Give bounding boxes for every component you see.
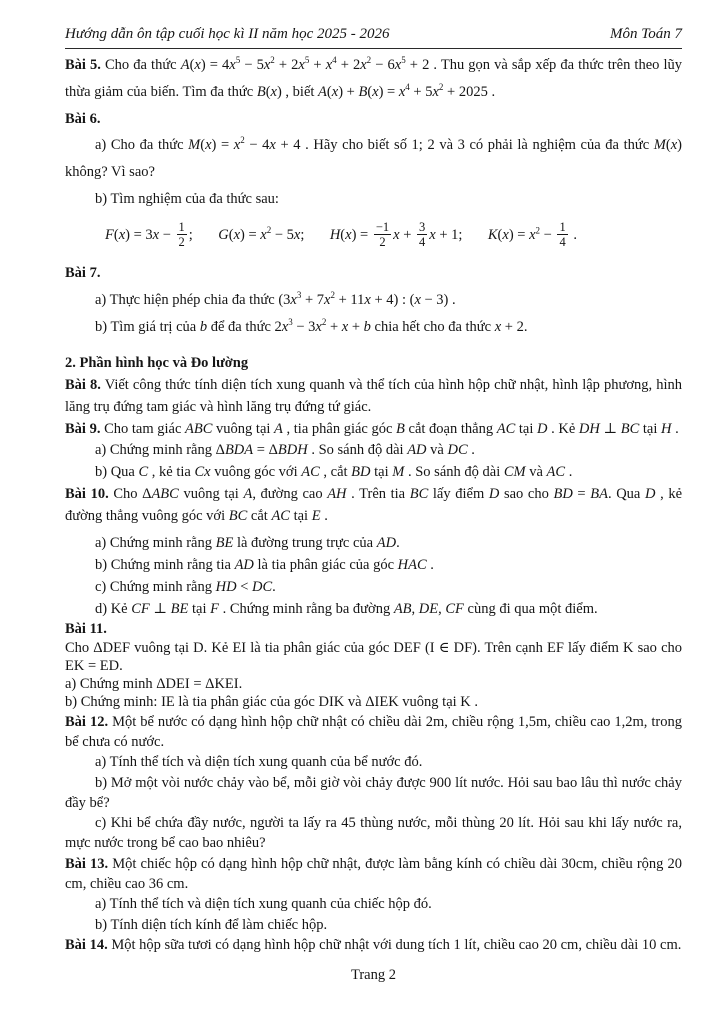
bai-13: Bài 13. Một chiếc hộp có dạng hình hộp chữ nhật, được làm bằng kính có chiều dài 30cm, chiều rộng 20 cm, chiều cao 36 cm. [65,855,682,893]
bai-10: Bài 10. Cho ΔABC vuông tại A, đường cao AH . Trên tia BC lấy điểm D sao cho BD = BA. Qua D , kẻ đường thẳng vuông góc với BC cắt AC tại E . [65,485,683,524]
bai-8-label-bold: Bài 8. [65,377,101,394]
document-body [65,52,682,955]
bai-10-item-d: d) Kẻ CF ⊥ BE tại F . Chứng minh rằng ba đường AB, DE, CF cùng đi qua một điểm. [95,600,598,617]
bai-14: Bài 14. Một hộp sữa tươi có dạng hình hộp chữ nhật với dung tích 1 lít, chiều cao 20 cm, chiều dài 10 cm. [65,936,682,953]
bai-6-label-label-bold: Bài 6. [65,110,101,127]
math-formula: H(x) = $\frac{-1}{2}$ x + $\frac{3}{4}$ x + 1; [329,220,463,250]
bai-12-item-c: c) Khi bể chứa đầy nước, người ta lấy ra 45 thùng nước, mỗi thùng 20 lít. Hỏi sau khi lấy nước ra, mực nước trong bể cao bao nhiêu? [65,815,682,852]
fraction: $\frac{-1}{2}$ [375,220,390,250]
bai-6-item-b: b) Tìm nghiệm của đa thức sau: [95,191,279,208]
section-2-heading-label-bold: 2. Phần hình học và Đo lường [65,355,249,372]
bai-9-item-b: b) Qua C , kẻ tia Cx vuông góc với AC , cắt BD tại M . So sánh độ dài CM và AC . [95,464,573,481]
bai-7-item-b: b) Tìm giá trị của b để đa thức $2x^3 - 3x^2 + x + b$ chia hết cho đa thức x + 2. [95,316,528,335]
bai-9-label-bold: Bài 9. [65,420,101,437]
math-formula: F(x) = 3x − $\frac{1}{2}$ ; [105,220,193,250]
bai-10-label-bold: Bài 10. [65,485,109,502]
bai-6-item-a: a) Cho đa thức $M(x) = x^2 - 4x + 4$ . Hãy cho biết số 1; 2 và 3 có phải là nghiệm của đa thức M(x) không? Vì sao? [65,135,683,181]
section-2-heading [65,353,682,375]
bai-11-intro: Cho ΔDEF vuông tại D. Kẻ EI là tia phân giác của góc DEF (I ∈ DF). Trên cạnh EF lấy điểm K sao cho EK = ED. [65,639,682,674]
bai-11-item-b: b) Chứng minh: IE là tia phân giác của góc DIK và ΔIEK vuông tại K . [65,694,479,711]
fraction: $\frac{3}{4}$ [419,220,426,250]
bai-7-item-a: a) Thực hiện phép chia đa thức $(3x^3 + 7x^2 + 11x + 4)$ : (x − 3) . [95,289,456,308]
header-subject: Môn Toán 7 [610,26,682,42]
bai-9-item-a: a) Chứng minh rằng ΔBDA = ΔBDH . So sánh độ dài AD và DC . [95,442,475,459]
bai-13-label-bold: Bài 13. [65,855,109,872]
bai-6-formula-row [65,215,682,257]
page-footer [65,965,682,985]
math-formula: $G(x) = x^2 - 5x$; [218,225,305,244]
bai-12-item-a: a) Tính thể tích và diện tích xung quanh của bể nước đó. [95,754,423,771]
bai-6-label [65,106,682,133]
page-number: Trang 2 [351,967,396,984]
bai-10-item-a: a) Chứng minh rằng BE là đường trung trực của AD. [95,535,400,552]
bai-12: Bài 12. Một bể nước có dạng hình hộp chữ nhật có chiều dài 2m, chiều rộng 1,5m, chiều cao 1,2m, trong bể chưa có nước. [65,713,683,750]
bai-7-label-label-bold: Bài 7. [65,264,101,281]
bai-7-label [65,260,682,287]
bai-11-label [65,620,682,638]
header-title: Hướng dẫn ôn tập cuối học kì II năm học 2025 - 2026 [65,26,390,42]
bai-14-label-bold: Bài 14. [65,936,108,953]
bai-5-label-bold: Bài 5. [65,57,101,73]
bai-5: Bài 5. Cho đa thức $A(x) = 4x^5 - 5x^2 + 2x^5 + x^4 + 2x^2 - 6x^5 + 2$ . Thu gọn và sắp xếp đa thức trên theo lũy thừa giảm của biến. Tìm đa thức B(x) , biết $A(x) + B(x) = x^4 + 5x^2 + 2025$ . [65,55,682,100]
fraction: $\frac{1}{2}$ [178,220,185,250]
bai-13-item-b: b) Tính diện tích kính để làm chiếc hộp. [95,916,328,933]
bai-8: Bài 8. Viết công thức tính diện tích xung quanh và thể tích của hình hộp chữ nhật, hình lập phương, hình lăng trụ đứng tam giác và hình lăng trụ đứng tứ giác. [65,377,682,415]
page-header [65,26,682,49]
bai-11-item-a: a) Chứng minh ΔDEI = ΔKEI. [65,676,243,693]
math-formula: $K(x) = x^2$ − $\frac{1}{4}$ . [487,220,577,250]
bai-9: Bài 9. Cho tam giác ABC vuông tại A , tia phân giác góc B cắt đoạn thẳng AC tại D . Kẻ DH ⊥ BC tại H . [65,420,679,437]
bai-13-item-a: a) Tính thể tích và diện tích xung quanh của chiếc hộp đó. [95,896,432,913]
bai-10-item-c: c) Chứng minh rằng HD < DC. [95,578,276,595]
bai-12-label-bold: Bài 12. [65,713,109,730]
bai-11-label-label-bold: Bài 11. [65,621,107,638]
bai-10-item-b: b) Chứng minh rằng tia AD là tia phân giác của góc HAC . [95,557,434,574]
fraction: $\frac{1}{4}$ [559,220,566,250]
bai-12-item-b: b) Mở một vòi nước chảy vào bể, mỗi giờ vòi chảy được 900 lít nước. Hỏi sau bao lâu thì nước chảy đầy bể? [65,774,682,811]
